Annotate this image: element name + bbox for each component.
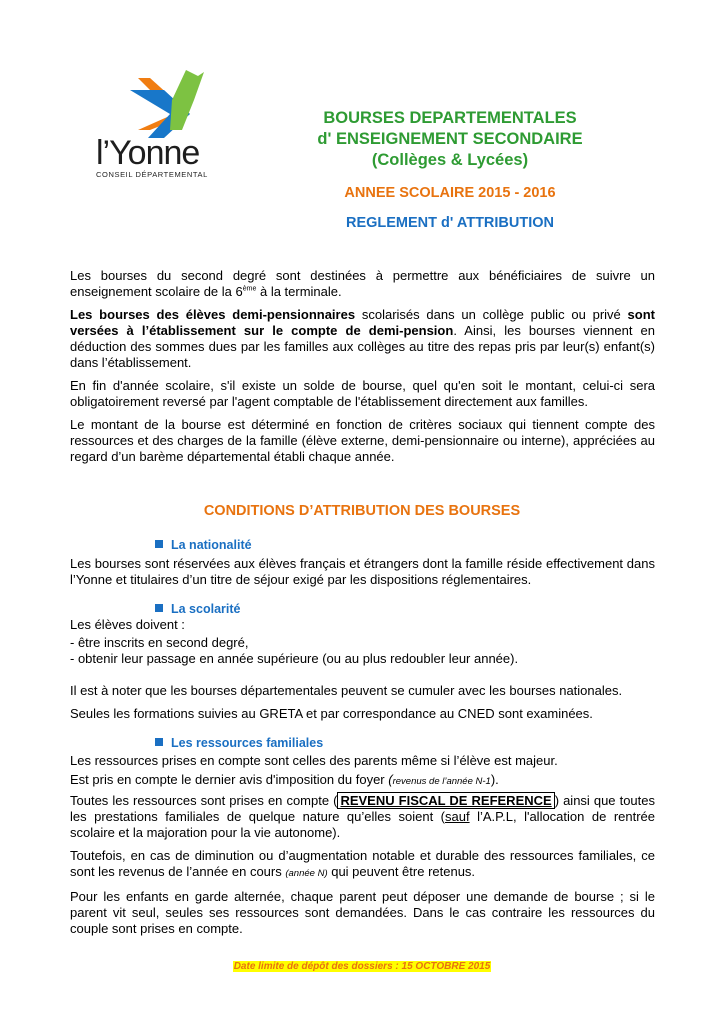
subheading-nationality: La nationalité [155, 538, 252, 552]
intro-paragraph-4: Le montant de la bourse est déterminé en fonction de critères sociaux qui tiennent compte des ressources et des charges de la famille (élève externe, demi-pensionnaire ou interne), appréciées au regard d’un barème départemental établi chaque année. [70, 417, 655, 464]
logo-subtitle: CONSEIL DÉPARTEMENTAL [96, 170, 208, 179]
deadline-text: Date limite de dépôt des dossiers : 15 OCTOBRE 2015 [233, 961, 491, 972]
intro-paragraph-2: Les bourses des élèves demi-pensionnaires scolarisés dans un collège public ou privé sont versées à l’établissement sur le compte de demi-pension. Ainsi, les bourses viennent en déduction des sommes dues par les familles aux collèges au titre des repas pris par leur(s) enfant(s) dans l’établissement. [70, 307, 655, 370]
title-line-1: BOURSES DEPARTEMENTALES [323, 109, 577, 127]
schooling-line-1: Les élèves doivent : [70, 617, 185, 632]
intro-paragraph-1: Les bourses du second degré sont destinées à permettre aux bénéficiaires de suivre un enseignement scolaire de la 6ème à la terminale. [70, 268, 655, 299]
school-year: ANNEE SCOLAIRE 2015 - 2016 [344, 185, 556, 201]
subheading-resources: Les ressources familiales [155, 736, 323, 750]
square-bullet-icon [155, 540, 163, 548]
subheading-schooling: La scolarité [155, 602, 240, 616]
title-line-2: d' ENSEIGNEMENT SECONDAIRE [317, 130, 583, 148]
resources-paragraph-2: Est pris en compte le dernier avis d'imposition du foyer (revenus de l’année N-1). [70, 772, 499, 787]
rule-heading: REGLEMENT d' ATTRIBUTION [345, 215, 555, 231]
deadline-footer [0, 956, 724, 974]
nationality-section [70, 556, 655, 595]
resources-paragraph-4: Toutefois, en cas de diminution ou d’augmentation notable et durable des ressources familiales, ce sont les revenus de l’année en cours (année N) qui peuvent être retenus. [70, 848, 655, 879]
conditions-heading: CONDITIONS D’ATTRIBUTION DES BOURSES [203, 503, 521, 519]
logo-wordmark: l’Yonne [96, 134, 200, 172]
schooling-section [70, 617, 655, 729]
title-block [260, 108, 640, 231]
resources-section [70, 753, 655, 944]
intro-paragraph-3: En fin d'année scolaire, s'il existe un solde de bourse, quel qu'en soit le montant, celui-ci sera obligatoirement reversé par l'agent comptable de l'établissement directement aux familles. [70, 378, 655, 409]
revenue-reference-box: REVENU FISCAL DE REFERENCE [337, 792, 554, 809]
square-bullet-icon [155, 738, 163, 746]
yonne-chevron-icon [90, 70, 225, 140]
schooling-line-3: - obtenir leur passage en année supérieure (ou au plus redoubler leur année). [70, 651, 519, 666]
nationality-text: Les bourses sont réservées aux élèves français et étrangers dont la famille réside effectivement dans l’Yonne et titulaires d’un titre de séjour exigé par les dispositions réglementaires. [70, 556, 655, 587]
title-line-3: (Collèges & Lycées) [371, 151, 529, 169]
resources-paragraph-5: Pour les enfants en garde alternée, chaque parent peut déposer une demande de bourse ; si le parent vit seul, seules ses ressources sont demandées. Dans le cas contraire les ressources du couple sont prises en compte. [70, 889, 655, 936]
yonne-logo [90, 70, 225, 180]
intro-section [70, 268, 655, 472]
schooling-paragraph-3: Seules les formations suivies au GRETA et par correspondance au CNED sont examinées. [70, 706, 593, 721]
resources-paragraph-1: Les ressources prises en compte sont celles des parents même si l’élève est majeur. [70, 753, 558, 768]
schooling-paragraph-2: Il est à noter que les bourses départementales peuvent se cumuler avec les bourses nationales. [70, 683, 623, 698]
resources-paragraph-3: Toutes les ressources sont prises en compte ( REVENU FISCAL DE REFERENCE ) ainsi que toutes les prestations familiales de quelque nature qu’elles soient (sauf l’A.P.L, l'allocation de rentrée scolaire et la majoration pour la vie autonome). [70, 793, 656, 840]
schooling-line-2: - être inscrits en second degré, [70, 635, 249, 650]
square-bullet-icon [155, 604, 163, 612]
